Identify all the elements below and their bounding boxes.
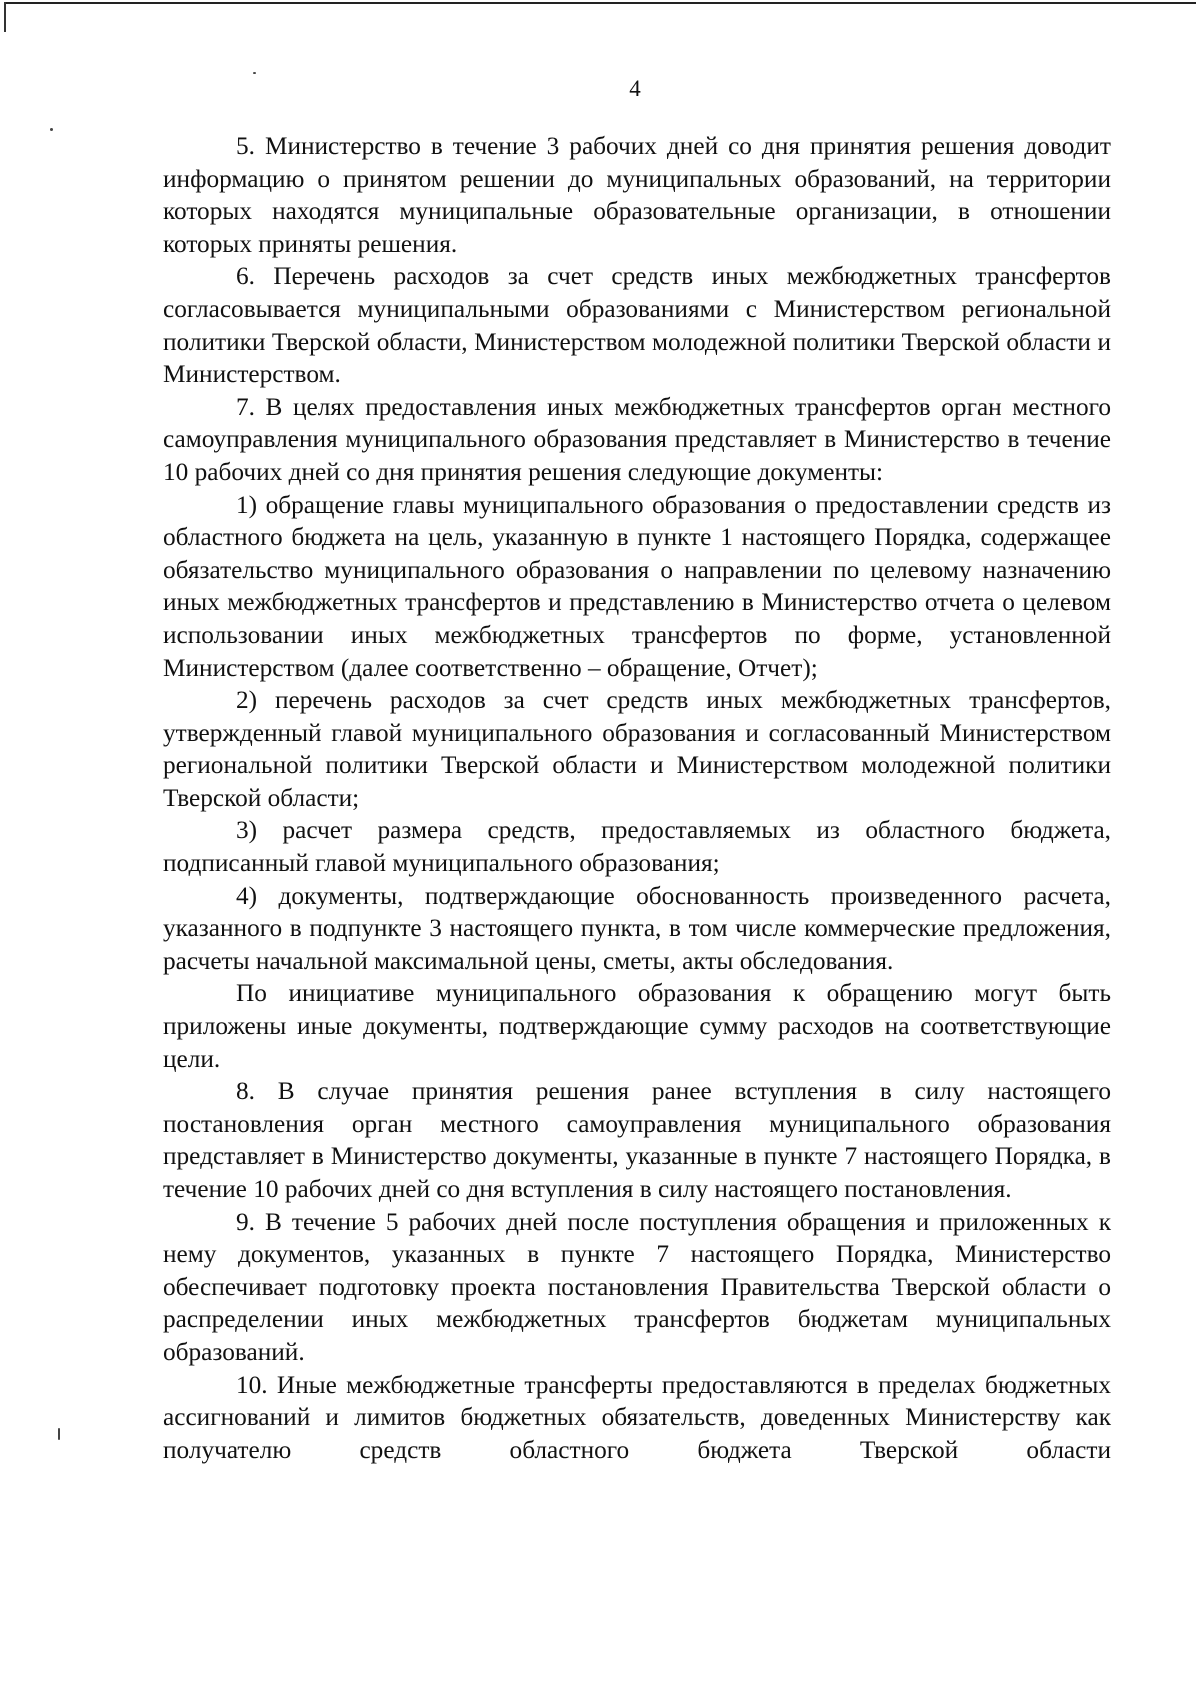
- subparagraph-3: 3) расчет размера средств, предоставляемых из областного бюджета, подписанный главой муниципального образования;: [163, 816, 1111, 878]
- paragraph-item-8: 8. В случае принятия решения ранее вступления в силу настоящего постановления орган местного самоуправления муниципального образования представляет в Министерство документы, указанные в пункте 7 настоящего Порядка, в течение 10 рабочих дней со дня вступления в силу настоящего постановления.: [163, 1077, 1111, 1203]
- scan-speck: [50, 128, 53, 131]
- paragraph-item-5: 5. Министерство в течение 3 рабочих дней со дня принятия решения доводит информацию о принятом решении до муниципальных образований, на территории которых находятся муниципальные образовательные организации, в отношении которых приняты решения.: [163, 132, 1111, 258]
- paragraph-initiative: По инициативе муниципального образования к обращению могут быть приложены иные документы, подтверждающие сумму расходов на соответствующие цели.: [163, 979, 1111, 1073]
- scan-speck: [58, 1428, 60, 1440]
- scan-speck: [253, 72, 256, 74]
- paragraph-item-7: 7. В целях предоставления иных межбюджетных трансфертов орган местного самоуправления муниципального образования представляет в Министерство в течение 10 рабочих дней со дня принятия решения следующие документы:: [163, 392, 1111, 486]
- page-number: 4: [629, 76, 641, 101]
- document-body: [163, 130, 1111, 1466]
- paragraph-item-6: 6. Перечень расходов за счет средств иных межбюджетных трансфертов согласовывается муниципальными образованиями с Министерством региональной политики Тверской области, Министерством молодежной политики Тверской области и Министерством.: [163, 262, 1111, 389]
- scan-top-border: [4, 2, 1196, 4]
- paragraph-item-9: 9. В течение 5 рабочих дней после поступления обращения и приложенных к нему документов, указанных в пункте 7 настоящего Порядка, Министерство обеспечивает подготовку проекта постановления Правительства Тверской области о распределении иных межбюджетных трансфертов бюджетам муниципальных образований.: [163, 1207, 1111, 1366]
- subparagraph-4: 4) документы, подтверждающие обоснованность произведенного расчета, указанного в подпункте 3 настоящего пункта, в том числе коммерческие предложения, расчеты начальной максимальной цены, сметы, акты обследования.: [163, 881, 1111, 975]
- subparagraph-1: 1) обращение главы муниципального образования о предоставлении средств из областного бюджета на цель, указанную в пункте 1 настоящего Порядка, содержащее обязательство муниципального образования о направлении по целевому назначению иных межбюджетных трансфертов и представлению в Министерство отчета о целевом использовании иных межбюджетных трансфертов по форме, установленной Министерством (далее соответственно – обращение, Отчет);: [163, 490, 1111, 682]
- paragraph-item-10: 10. Иные межбюджетные трансферты предоставляются в пределах бюджетных ассигнований и лимитов бюджетных обязательств, доведенных Министерству как получателю средств областного бюджета Тверской области: [163, 1370, 1111, 1464]
- subparagraph-2: 2) перечень расходов за счет средств иных межбюджетных трансфертов, утвержденный главой муниципального образования и согласованный Министерством региональной политики Тверской области и Министерством молодежной политики Тверской области;: [163, 686, 1111, 812]
- scan-left-edge-mark: [4, 2, 6, 32]
